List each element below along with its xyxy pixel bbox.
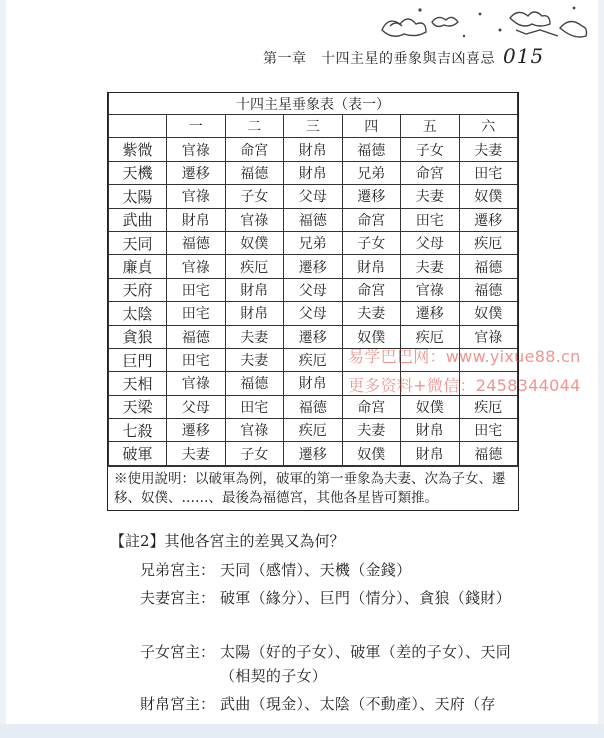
table-row: [109, 372, 518, 395]
star-name-cell: 七殺: [109, 419, 167, 442]
definition-term: 兄弟宮主：: [140, 561, 216, 579]
palace-cell: 奴僕: [401, 395, 460, 418]
palace-cell: 財帛: [167, 208, 226, 231]
palace-cell: 奴僕: [342, 325, 401, 348]
table-row: [109, 302, 518, 325]
palace-cell: 福德: [167, 325, 226, 348]
palace-cell: 夫妻: [459, 138, 518, 161]
palace-cell: 田宅: [167, 302, 226, 325]
palace-cell: 財帛: [401, 419, 460, 442]
column-header: 四: [342, 115, 401, 138]
definition-item: [140, 586, 526, 610]
palace-cell: 田宅: [459, 419, 518, 442]
palace-cell: 遷移: [342, 185, 401, 208]
palace-cell: 奴僕: [459, 185, 518, 208]
palace-cell: 福德: [459, 255, 518, 278]
palace-cell: 疾厄: [459, 395, 518, 418]
star-name-cell: 天府: [109, 278, 167, 301]
palace-cell: 財帛: [342, 255, 401, 278]
cloud-decoration-icon: [360, 0, 600, 44]
note-heading: [110, 530, 345, 551]
star-name-cell: 太陽: [109, 185, 167, 208]
column-header: 二: [225, 115, 284, 138]
palace-cell: 財帛: [225, 278, 284, 301]
stars-table: [107, 92, 519, 511]
definition-item: [140, 640, 526, 688]
palace-cell: 官祿: [167, 372, 226, 395]
palace-cell: 遷移: [284, 325, 343, 348]
palace-cell: 福德: [459, 278, 518, 301]
definition-item: [140, 692, 526, 716]
usage-note: ※使用說明：以破軍為例，破軍的第一垂象為夫妻、次為子女、遷移、奴僕、……、最後為福德宮，其他各星皆可類推。: [108, 466, 518, 510]
table-header-row: [109, 115, 518, 138]
definition-item: [140, 558, 526, 582]
palace-cell: 父母: [284, 278, 343, 301]
definition-desc: 破軍（緣分）、巨門（情分）、貪狼（錢財）: [220, 589, 512, 607]
page-number: 015: [503, 44, 545, 68]
palace-cell: 田宅: [225, 395, 284, 418]
star-name-cell: 天梁: [109, 395, 167, 418]
palace-cell: 夫妻: [225, 325, 284, 348]
definition-term: 財帛宮主：: [140, 695, 216, 713]
frame-left: [0, 0, 6, 738]
palace-cell: 父母: [401, 231, 460, 254]
table-row: [109, 395, 518, 418]
running-header: [263, 44, 544, 68]
palace-cell: 官祿: [167, 185, 226, 208]
palace-cell: 官祿: [225, 419, 284, 442]
palace-cell: 命宮: [225, 138, 284, 161]
palace-cell: 夫妻: [167, 442, 226, 465]
star-name-cell: 巨門: [109, 348, 167, 371]
palace-cell: 疾厄: [459, 231, 518, 254]
palace-cell: 官祿: [167, 138, 226, 161]
palace-cell: 奴僕: [225, 231, 284, 254]
star-name-cell: 太陰: [109, 302, 167, 325]
palace-cell: 父母: [284, 302, 343, 325]
table-row: [109, 255, 518, 278]
palace-cell: 夫妻: [401, 255, 460, 278]
chapter-title: 第一章 十四主星的垂象與吉凶喜忌: [263, 51, 495, 67]
palace-cell: 田宅: [401, 208, 460, 231]
palace-cell: 遷移: [401, 302, 460, 325]
palace-cell: [459, 348, 518, 371]
palace-cell: [342, 348, 401, 371]
palace-cell: 福德: [284, 208, 343, 231]
frame-right: [598, 0, 604, 738]
column-header: 三: [284, 115, 343, 138]
palace-cell: 官祿: [459, 325, 518, 348]
palace-cell: 子女: [225, 185, 284, 208]
palace-cell: 田宅: [459, 161, 518, 184]
palace-cell: 財帛: [284, 138, 343, 161]
palace-cell: 子女: [225, 442, 284, 465]
palace-cell: 兄弟: [284, 231, 343, 254]
table-row: [109, 419, 518, 442]
star-name-cell: 破軍: [109, 442, 167, 465]
table-row: [109, 278, 518, 301]
table-row: [109, 442, 518, 465]
palace-cell: 疾厄: [401, 325, 460, 348]
palace-cell: 夫妻: [342, 302, 401, 325]
star-name-cell: 紫微: [109, 138, 167, 161]
palace-cell: 官祿: [225, 208, 284, 231]
star-name-cell: 廉貞: [109, 255, 167, 278]
palace-cell: 疾厄: [225, 255, 284, 278]
star-name-cell: 天機: [109, 161, 167, 184]
palace-cell: 命宮: [342, 208, 401, 231]
palace-cell: 子女: [401, 138, 460, 161]
palace-cell: 福德: [459, 442, 518, 465]
note-question: 其他各宮主的差異又為何？: [164, 532, 345, 550]
table-row: [109, 348, 518, 371]
star-name-cell: 天同: [109, 231, 167, 254]
definition-term: 子女宮主：: [140, 643, 216, 661]
definition-desc: 太陽（好的子女）、破軍（差的子女）、天同（相契的子女）: [220, 643, 512, 685]
palace-cell: 父母: [167, 395, 226, 418]
palace-cell: 遷移: [167, 419, 226, 442]
palace-cell: 福德: [225, 372, 284, 395]
palace-cell: 福德: [167, 231, 226, 254]
palace-cell: [459, 372, 518, 395]
palace-cell: 兄弟: [342, 161, 401, 184]
palace-cell: 奴僕: [342, 442, 401, 465]
watermark-line-2: 更多资料+微信：2458344044: [348, 376, 581, 395]
palace-cell: 遷移: [459, 208, 518, 231]
column-header: [109, 115, 167, 138]
palace-cell: 疾厄: [284, 348, 343, 371]
palace-cell: [401, 372, 460, 395]
palace-cell: 田宅: [167, 278, 226, 301]
definition-desc: 天同（感情）、天機（金錢）: [220, 561, 412, 579]
palace-cell: 夫妻: [401, 185, 460, 208]
palace-cell: 福德: [225, 161, 284, 184]
palace-cell: 命宮: [401, 161, 460, 184]
table-row: [109, 325, 518, 348]
palace-cell: 官祿: [167, 255, 226, 278]
palace-cell: 父母: [284, 185, 343, 208]
column-header: 五: [401, 115, 460, 138]
palace-cell: 田宅: [167, 348, 226, 371]
column-header: 六: [459, 115, 518, 138]
palace-cell: 福德: [342, 138, 401, 161]
star-name-cell: 武曲: [109, 208, 167, 231]
table-row: [109, 138, 518, 161]
palace-cell: 官祿: [401, 278, 460, 301]
column-header: 一: [167, 115, 226, 138]
watermark-line-1: 易学巴巴网：www.yixue88.cn: [348, 347, 581, 366]
table-row: [109, 208, 518, 231]
palace-cell: 奴僕: [459, 302, 518, 325]
palace-cell: 福德: [284, 395, 343, 418]
frame-bottom: [0, 724, 604, 738]
table-row: [109, 161, 518, 184]
note-label: 【註2】: [110, 532, 165, 550]
star-name-cell: 天相: [109, 372, 167, 395]
palace-cell: 疾厄: [284, 419, 343, 442]
palace-cell: 命宮: [342, 395, 401, 418]
palace-cell: 財帛: [225, 302, 284, 325]
table-title: 十四主星垂象表（表一）: [109, 93, 518, 115]
palace-cell: 財帛: [284, 161, 343, 184]
palace-cell: 遷移: [167, 161, 226, 184]
palace-cell: 夫妻: [342, 419, 401, 442]
palace-cell: 遷移: [284, 442, 343, 465]
definition-desc: 武曲（現金）、太陰（不動產）、天府（存: [220, 695, 496, 713]
definition-term: 夫妻宮主：: [140, 589, 216, 607]
palace-cell: 財帛: [401, 442, 460, 465]
palace-cell: 遷移: [284, 255, 343, 278]
palace-cell: 財帛: [284, 372, 343, 395]
palace-cell: [342, 372, 401, 395]
table-row: [109, 185, 518, 208]
palace-cell: 夫妻: [225, 348, 284, 371]
table-row: [109, 231, 518, 254]
star-name-cell: 貪狼: [109, 325, 167, 348]
palace-cell: 子女: [342, 231, 401, 254]
palace-cell: 命宮: [342, 278, 401, 301]
table-body: [109, 138, 518, 465]
palace-cell: [401, 348, 460, 371]
